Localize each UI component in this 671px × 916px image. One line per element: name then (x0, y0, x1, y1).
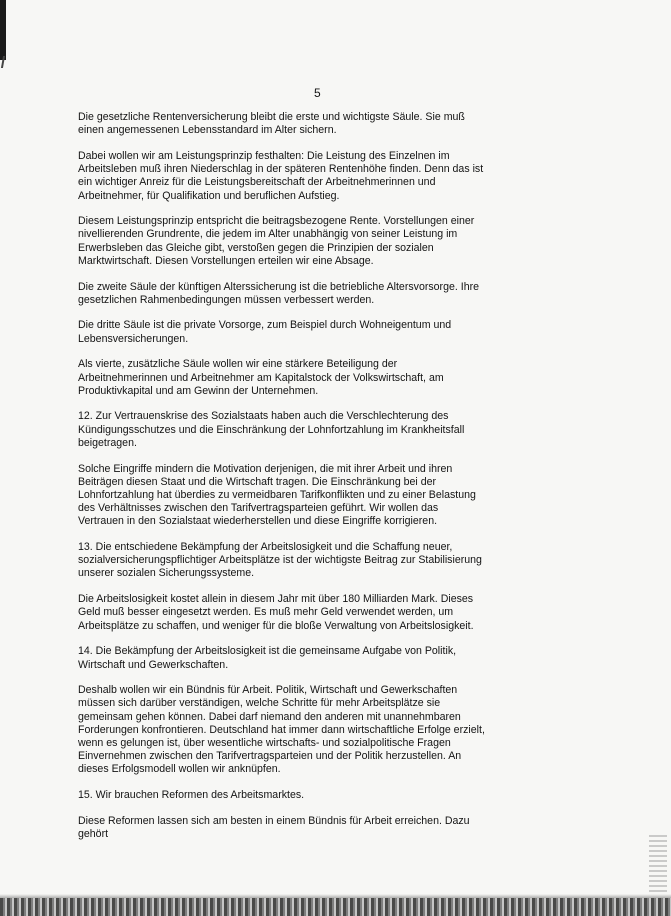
paragraph: 14. Die Bekämpfung der Arbeitslosigkeit ist die gemeinsame Aufgabe von Politik, Wirtschaft und Gewerkschaften. (78, 645, 457, 671)
paragraph: Die zweite Säule der künftigen Alterssicherung ist die betriebliche Altersvorsorge. Ihre gesetzlichen Rahmenbedingungen müssen verbessert werden. (78, 280, 480, 306)
paragraph: Deshalb wollen wir ein Bündnis für Arbeit. Politik, Wirtschaft und Gewerkschaften müssen sich darüber verständigen, welche Schritte für mehr Arbeitsplätze sie gemeinsam gehen können. Dabei darf niemand den anderen mit unannehmbaren Forderungen konfrontieren. Deutschland hat immer dann wirtschaftliche Erfolge erzielt, wenn es gelungen ist, über wesentliche wirtschafts- und sozialpolitische Fragen Einvernehmen zwischen den Tarifvertragsparteien und der Politik herzustellen. An dieses Erfolgsmodell wollen wir anknüpfen. (78, 684, 485, 776)
document-body (78, 111, 518, 851)
paragraph: Als vierte, zusätzliche Säule wollen wir eine stärkere Beteiligung der Arbeitnehmerinnen und Arbeitnehmer am Kapitalstock der Volkswirtschaft, am Produktivkapital und am Gewinn der Unternehmen. (78, 358, 444, 397)
paragraph: Dabei wollen wir am Leistungsprinzip festhalten: Die Leistung des Einzelnen im Arbeitsleben muß ihren Niederschlag in der späteren Rentenhöhe finden. Denn das ist ein wichtiger Anreiz für die Leistungsbereitschaft der Arbeitnehmerinnen und Arbeitnehmer, für Qualifikation und beruflichen Aufstieg. (78, 149, 484, 202)
paragraph: Die Arbeitslosigkeit kostet allein in diesem Jahr mit über 180 Milliarden Mark. Dieses Geld muß besser eingesetzt werden. Es muß mehr Geld verwendet werden, um Arbeitsplätze zu schaffen, und weniger für die bloße Verwaltung von Arbeitslosigkeit. (78, 593, 474, 632)
paragraph: Die gesetzliche Rentenversicherung bleibt die erste und wichtigste Säule. Sie muß einen angemessenen Lebensstandard im Alter sichern. (78, 111, 465, 137)
scan-edge-mark (0, 0, 6, 60)
paragraph: 13. Die entschiedene Bekämpfung der Arbeitslosigkeit und die Schaffung neuer, sozialversicherungspflichtiger Arbeitsplätze ist der wichtigste Beitrag zur Stabilisierung unserer sozialen Sicherungssysteme. (78, 541, 482, 580)
paragraph: 15. Wir brauchen Reformen des Arbeitsmarktes. (78, 789, 305, 802)
paragraph: Diesem Leistungsprinzip entspricht die beitragsbezogene Rente. Vorstellungen einer nivellierenden Grundrente, die jedem im Alter unabhängig von seiner Leistung im Erwerbsleben das Gleiche gibt, verstoßen gegen die Prinzipien der sozialen Marktwirtschaft. Diesen Vorstellungen erteilen wir eine Absage. (78, 215, 475, 267)
margin-pencil-mark (1, 56, 15, 68)
paragraph: Diese Reformen lassen sich am besten in einem Bündnis für Arbeit erreichen. Dazu gehört (78, 814, 470, 841)
scan-bottom-edge (0, 898, 671, 916)
page-number: 5 (314, 86, 321, 100)
paragraph: Solche Eingriffe mindern die Motivation derjenigen, die mit ihrer Arbeit und ihren Beiträgen diesen Staat und die Wirtschaft tragen. Die Einschränkung bei der Lohnfortzahlung hat überdies zu vermeidbaren Tarifkonflikten und zu einer Belastung des Verhältnisses zwischen den Tarifvertragsparteien geführt. Wir wollen das Vertrauen in den Sozialstaat wiederherstellen und diese Eingriffe korrigieren. (78, 462, 476, 528)
scan-noise (649, 832, 667, 892)
paragraph: 12. Zur Vertrauenskrise des Sozialstaats haben auch die Verschlechterung des Kündigungsschutzes und die Einschränkung der Lohnfortzahlung im Krankheitsfall beigetragen. (78, 410, 465, 449)
paragraph: Die dritte Säule ist die private Vorsorge, zum Beispiel durch Wohneigentum und Lebensversicherungen. (78, 319, 452, 345)
